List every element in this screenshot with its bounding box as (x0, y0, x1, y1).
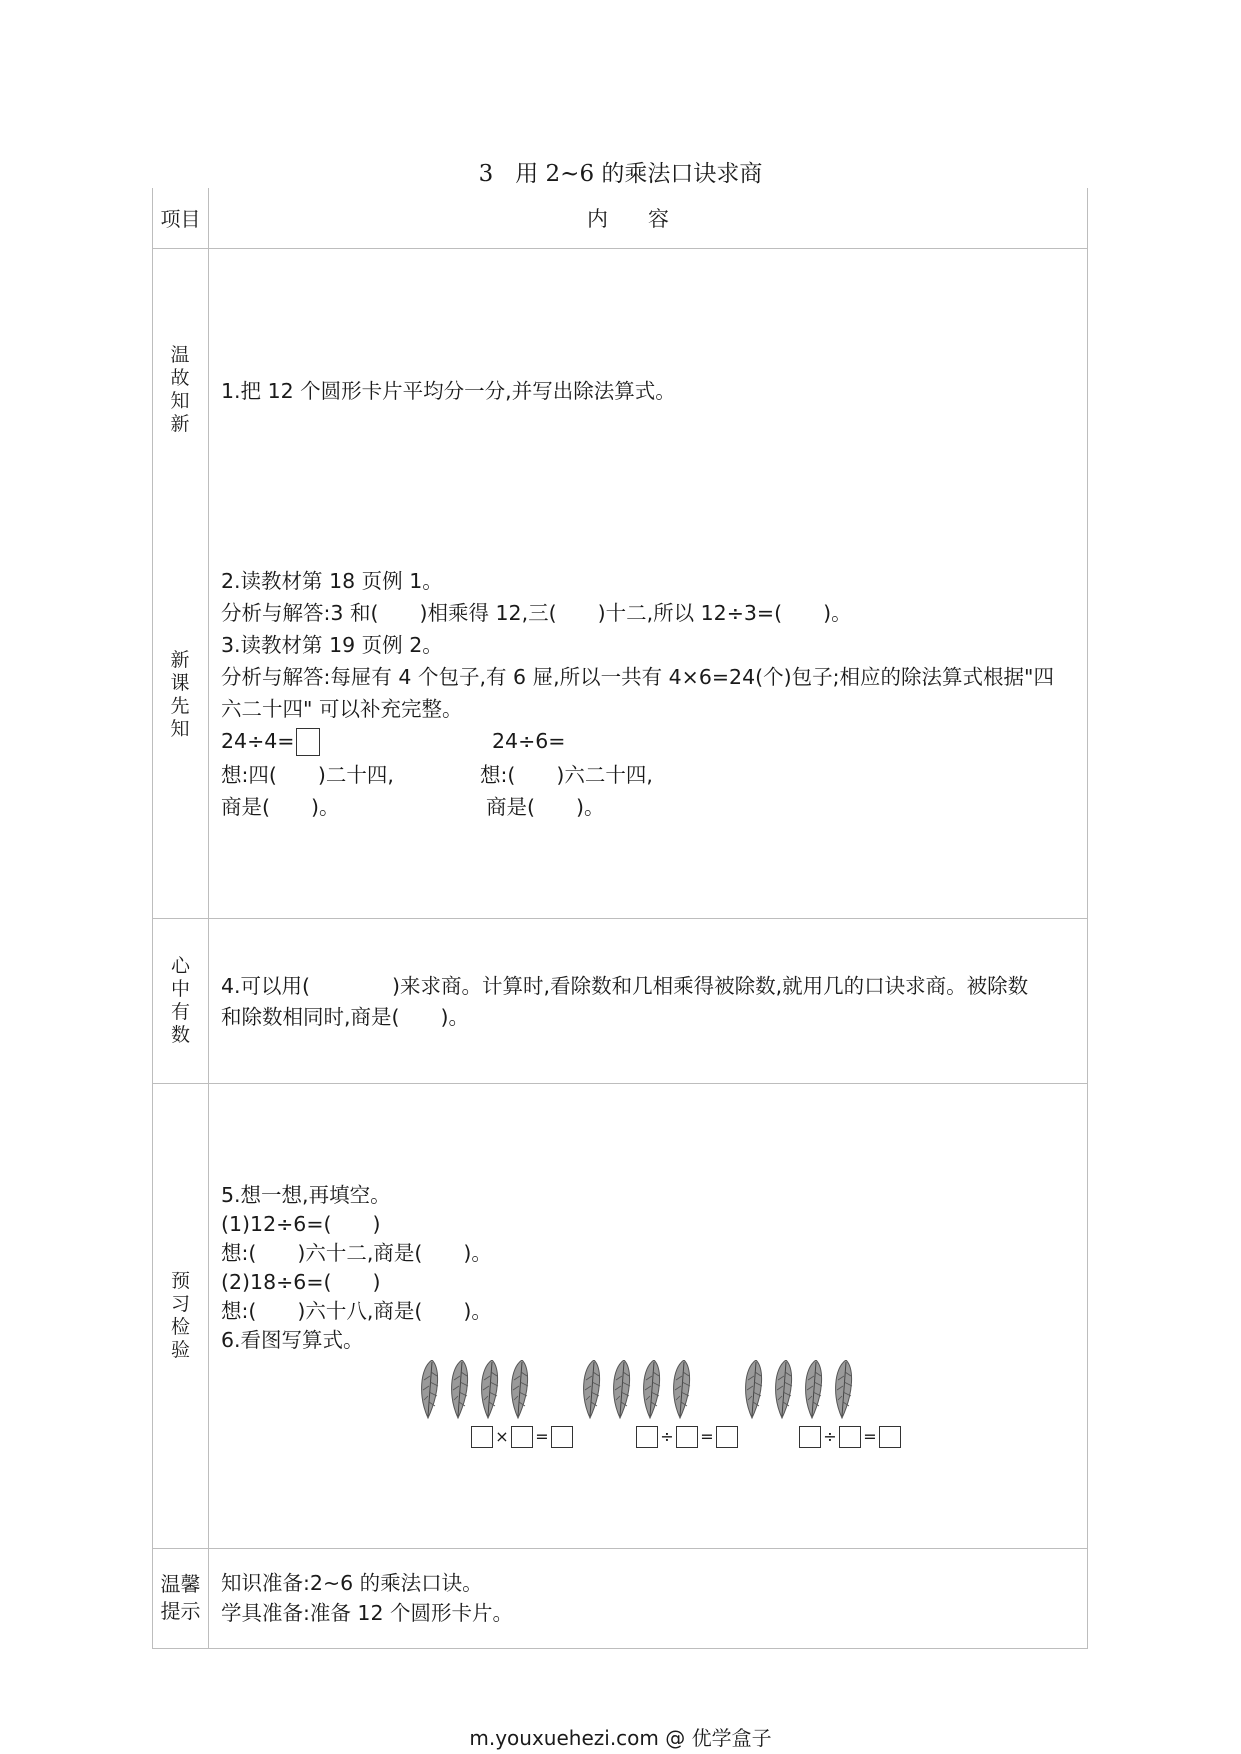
answer-box[interactable] (636, 1426, 658, 1448)
q5-1-think: 想:( )六十二,商是( )。 (221, 1240, 492, 1265)
answer-box[interactable] (799, 1426, 821, 1448)
leaf-icon (836, 1360, 852, 1418)
q4-line-a: 4.可以用( )来求商。计算时,看除数和几相乘得被除数,就用几的口诀求商。被除数 (221, 973, 1029, 998)
equals-sign: = (700, 1427, 714, 1446)
mind-content (209, 918, 1088, 1083)
leaf-icon (746, 1360, 762, 1418)
equation-row-2 (636, 1424, 738, 1448)
header-content: 内容 (209, 188, 1088, 248)
eq-left-text: 24÷4= (221, 728, 295, 753)
answer-box[interactable] (839, 1426, 861, 1448)
quotient-left: 商是( )。 (221, 794, 340, 819)
tips-line-2: 学具准备:准备 12 个圆形卡片。 (221, 1600, 514, 1625)
q5-2: (2)18÷6=( ) (221, 1269, 381, 1294)
q4-line-b: 和除数相同时,商是( )。 (221, 1004, 470, 1029)
leaf-icon (482, 1360, 498, 1418)
feather-illustration (414, 1360, 884, 1422)
eq-left (221, 727, 320, 756)
label-new-lesson: 新课先知 (170, 648, 190, 740)
equation-row-1 (471, 1424, 573, 1448)
header-project: 项目 (153, 188, 209, 248)
worksheet-table (152, 188, 1088, 1649)
header-row (153, 188, 1088, 248)
leaf-icon (452, 1360, 468, 1418)
leaf-icon (644, 1360, 660, 1418)
row-mind (153, 918, 1088, 1083)
footer-credit: m.youxuehezi.com @ 优学盒子 (469, 1726, 772, 1750)
leaf-icon (614, 1360, 630, 1418)
lesson-number: 3 (478, 161, 494, 187)
quotient-right: 商是( )。 (486, 794, 605, 819)
q1-text: 1.把 12 个圆形卡片平均分一分,并写出除法算式。 (221, 378, 676, 403)
leaf-icon (776, 1360, 792, 1418)
label-preview: 预习检验 (170, 1269, 190, 1361)
equals-sign: = (863, 1427, 877, 1446)
times-sign: × (495, 1427, 509, 1446)
q3-title: 3.读教材第 19 页例 2。 (221, 632, 443, 657)
q2-title: 2.读教材第 18 页例 1。 (221, 568, 443, 593)
q5-2-think: 想:( )六十八,商是( )。 (221, 1298, 492, 1323)
answer-box[interactable] (676, 1426, 698, 1448)
answer-box[interactable] (879, 1426, 901, 1448)
q6-title: 6.看图写算式。 (221, 1327, 364, 1352)
answer-box[interactable] (551, 1426, 573, 1448)
tips-line-1: 知识准备:2~6 的乘法口诀。 (221, 1570, 483, 1595)
leaf-icon (584, 1360, 600, 1418)
q3-analysis-a: 分析与解答:每屉有 4 个包子,有 6 屉,所以一共有 4×6=24(个)包子;相应的除法算式根据"四 (221, 664, 1054, 689)
label-mind: 心中有数 (170, 954, 190, 1046)
page-title (0, 155, 1241, 188)
q5-title: 5.想一想,再填空。 (221, 1182, 391, 1207)
think-left: 想:四( )二十四, (221, 762, 394, 787)
group-1-leaves (422, 1360, 528, 1418)
answer-box[interactable] (511, 1426, 533, 1448)
leaf-icon (422, 1360, 438, 1418)
row-tips (153, 1548, 1088, 1648)
q2-analysis: 分析与解答:3 和( )相乘得 12,三( )十二,所以 12÷3=( )。 (221, 600, 852, 625)
divide-sign: ÷ (660, 1427, 674, 1446)
divide-sign: ÷ (823, 1427, 837, 1446)
group-3-leaves (746, 1360, 852, 1418)
preview-content (209, 1083, 1088, 1548)
group-2-leaves (584, 1360, 690, 1418)
think-right: 想:( )六二十四, (480, 762, 653, 787)
label-tips-b: 提示 (160, 1599, 201, 1623)
leaf-icon (512, 1360, 528, 1418)
label-review: 温故知新 (170, 343, 190, 435)
leaf-icon (806, 1360, 822, 1418)
q3-analysis-b: 六二十四" 可以补充完整。 (221, 696, 463, 721)
tips-content (209, 1548, 1088, 1648)
answer-box[interactable] (716, 1426, 738, 1448)
leaf-icon (674, 1360, 690, 1418)
label-tips-a: 温馨 (160, 1572, 201, 1596)
new-lesson-content (209, 248, 1088, 918)
row-new-lesson (153, 248, 1088, 918)
answer-box[interactable] (471, 1426, 493, 1448)
equals-sign: = (535, 1427, 549, 1446)
q5-1: (1)12÷6=( ) (221, 1211, 381, 1236)
lesson-title: 用 2~6 的乘法口诀求商 (515, 161, 763, 187)
eq-right: 24÷6= (492, 728, 566, 753)
answer-box[interactable] (296, 728, 320, 756)
row-preview (153, 1083, 1088, 1548)
equation-row-3 (799, 1424, 901, 1448)
